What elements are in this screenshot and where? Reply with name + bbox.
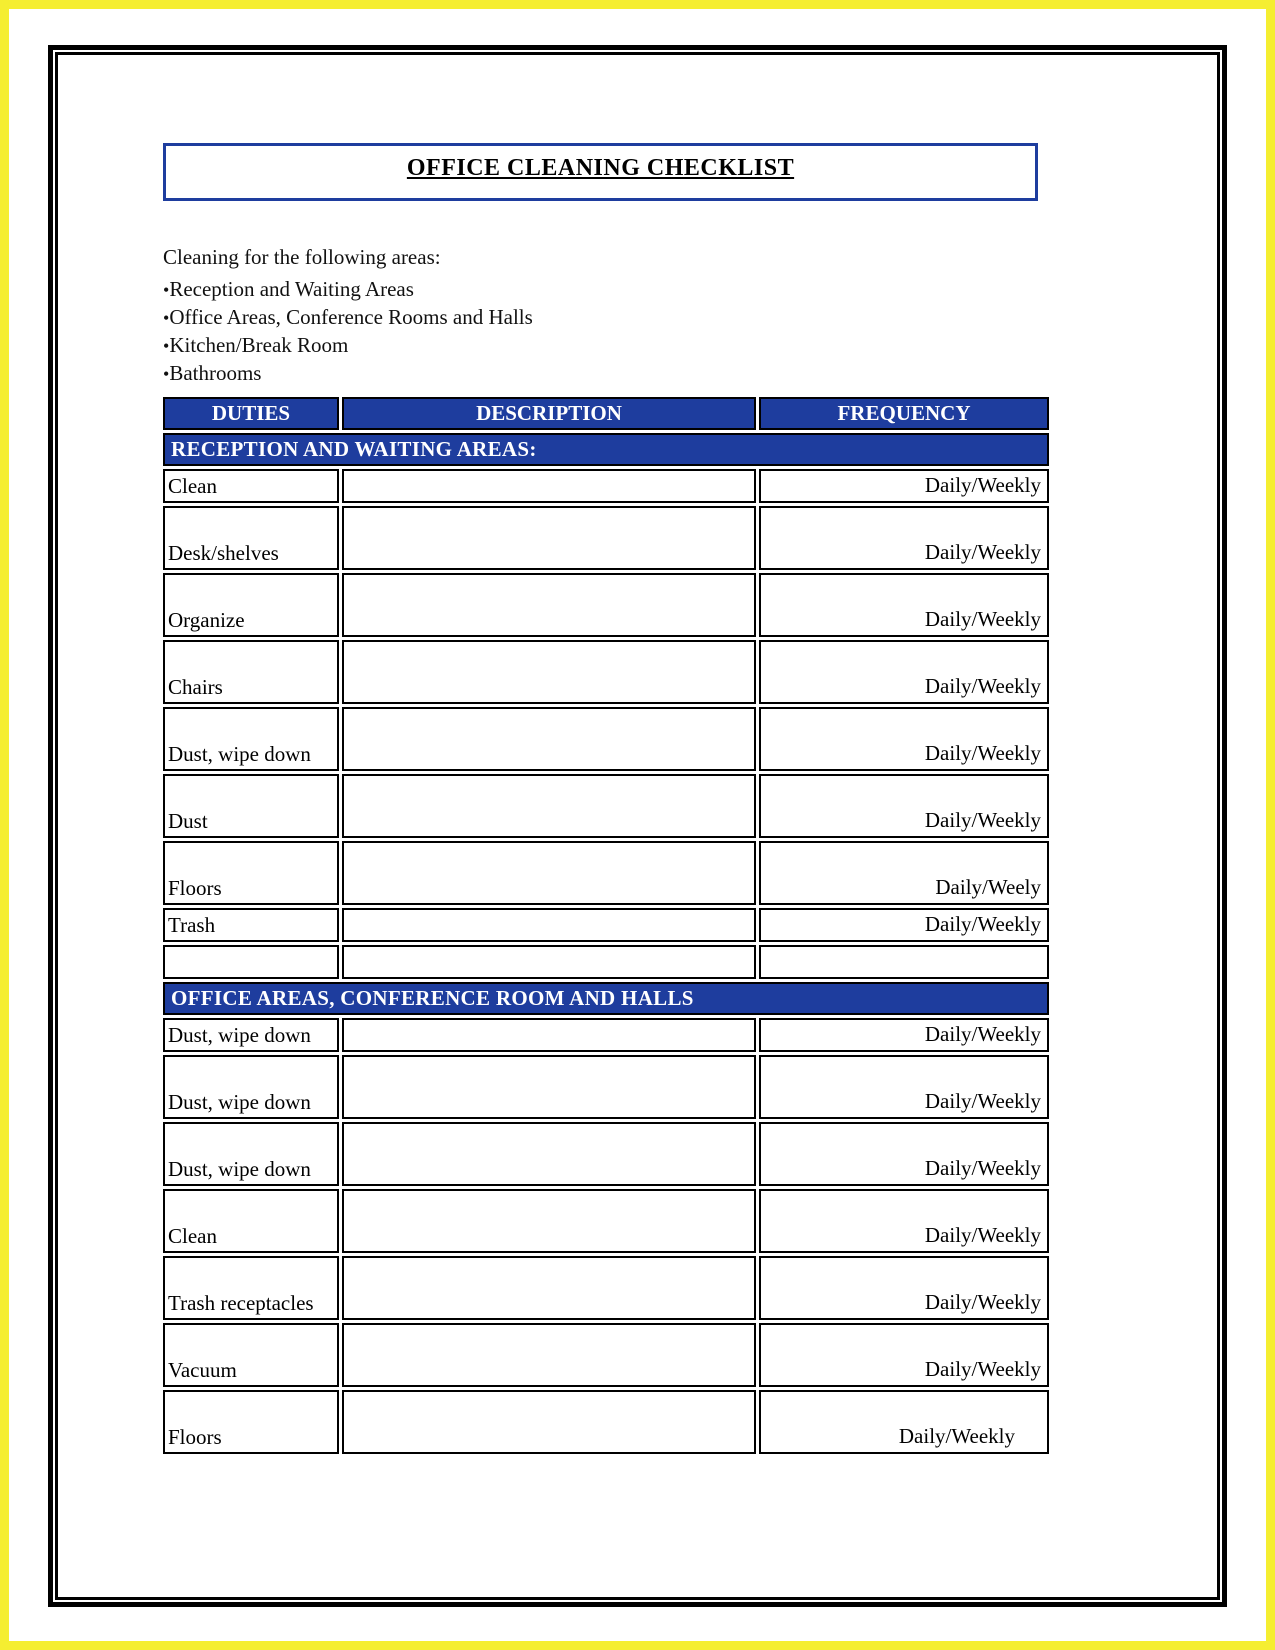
inner-border-frame [55, 52, 1220, 1600]
area-item: • Bathrooms [163, 360, 1217, 388]
table-row [163, 573, 1049, 637]
table-row [163, 707, 1049, 771]
description-cell [342, 506, 756, 570]
description-cell [342, 1018, 756, 1052]
duty-cell: Floors [163, 1390, 339, 1454]
description-cell [342, 1189, 756, 1253]
duty-cell: Clean [163, 1189, 339, 1253]
duty-cell: Dust, wipe down [163, 1055, 339, 1119]
page-title: OFFICE CLEANING CHECKLIST [406, 155, 795, 181]
frequency-cell: Daily/Weekly [759, 1189, 1049, 1253]
section-title: RECEPTION AND WAITING AREAS: [163, 433, 1049, 466]
duty-cell: Trash [163, 908, 339, 942]
section-title: OFFICE AREAS, CONFERENCE ROOM AND HALLS [163, 982, 1049, 1015]
frequency-cell: Daily/Weely [759, 841, 1049, 905]
duty-cell: Organize [163, 573, 339, 637]
description-cell [342, 1390, 756, 1454]
duty-cell: Desk/shelves [163, 506, 339, 570]
duty-cell: Floors [163, 841, 339, 905]
cleaning-checklist-table [163, 397, 1049, 1454]
description-cell [342, 1256, 756, 1320]
duty-cell: Clean [163, 469, 339, 503]
description-cell [342, 1323, 756, 1387]
area-item: • Office Areas, Conference Rooms and Halls [163, 304, 1217, 332]
description-cell [342, 640, 756, 704]
table-row [163, 774, 1049, 838]
description-cell [342, 908, 756, 942]
frequency-cell [759, 945, 1049, 979]
table-header-row [163, 397, 1049, 430]
description-cell [342, 469, 756, 503]
frequency-cell: Daily/Weekly [759, 506, 1049, 570]
frequency-cell: Daily/Weekly [759, 1390, 1049, 1454]
duty-cell: Dust, wipe down [163, 1018, 339, 1052]
description-cell [342, 573, 756, 637]
frequency-cell: Daily/Weekly [759, 1055, 1049, 1119]
table-row [163, 1323, 1049, 1387]
table-row [163, 1390, 1049, 1454]
description-cell [342, 841, 756, 905]
table-row [163, 1018, 1049, 1052]
table-row [163, 469, 1049, 503]
table-row [163, 1256, 1049, 1320]
column-header-duties: DUTIES [163, 397, 339, 430]
table-row [163, 841, 1049, 905]
areas-list [163, 276, 1217, 388]
description-cell [342, 1122, 756, 1186]
frequency-cell: Daily/Weekly [759, 707, 1049, 771]
area-item: • Reception and Waiting Areas [163, 276, 1217, 304]
description-cell [342, 774, 756, 838]
frequency-cell: Daily/Weekly [759, 1323, 1049, 1387]
frequency-cell: Daily/Weekly [759, 640, 1049, 704]
description-cell [342, 1055, 756, 1119]
description-cell [342, 707, 756, 771]
duty-cell: Vacuum [163, 1323, 339, 1387]
table-row [163, 1189, 1049, 1253]
duty-cell: Dust [163, 774, 339, 838]
duty-cell: Dust, wipe down [163, 1122, 339, 1186]
intro-text: Cleaning for the following areas: [163, 245, 441, 269]
title-box [163, 143, 1038, 201]
frequency-cell: Daily/Weekly [759, 1122, 1049, 1186]
frequency-cell: Daily/Weekly [759, 1018, 1049, 1052]
frequency-cell: Daily/Weekly [759, 908, 1049, 942]
column-header-frequency: FREQUENCY [759, 397, 1049, 430]
duty-cell: Chairs [163, 640, 339, 704]
table-row [163, 1055, 1049, 1119]
table-row [163, 908, 1049, 942]
duty-cell: Dust, wipe down [163, 707, 339, 771]
area-item: • Kitchen/Break Room [163, 332, 1217, 360]
frequency-cell: Daily/Weekly [759, 1256, 1049, 1320]
frequency-cell: Daily/Weekly [759, 774, 1049, 838]
section-header-row [163, 433, 1049, 466]
table-row [163, 506, 1049, 570]
table-row [163, 945, 1049, 979]
table-row [163, 640, 1049, 704]
description-cell [342, 945, 756, 979]
frequency-cell: Daily/Weekly [759, 469, 1049, 503]
frequency-cell: Daily/Weekly [759, 573, 1049, 637]
column-header-description: DESCRIPTION [342, 397, 756, 430]
table-row [163, 1122, 1049, 1186]
page-content [58, 55, 1217, 1454]
table-body [163, 433, 1049, 1454]
duty-cell: Trash receptacles [163, 1256, 339, 1320]
duty-cell [163, 945, 339, 979]
section-header-row [163, 982, 1049, 1015]
outer-border-frame [48, 45, 1227, 1607]
